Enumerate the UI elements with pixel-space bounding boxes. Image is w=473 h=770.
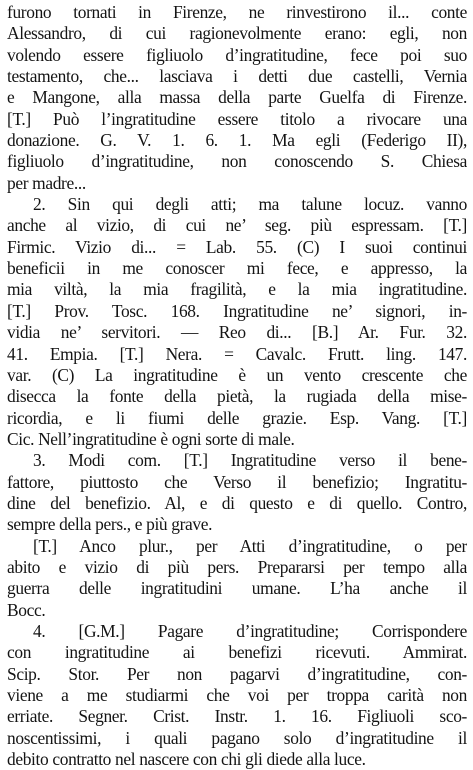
text-line: con ingratitudine ai benefizi ricevuti. Ammirat.: [7, 642, 467, 663]
text-line: guerra delle ingratitudini umane. L’ha anche il: [7, 578, 467, 599]
text-line: sempre della pers., e più grave.: [7, 514, 213, 535]
text-line: donazione. G. V. 1. 6. 1. Ma egli (Federigo II),: [7, 130, 467, 151]
text-line: beneficii in me conoscer mi fece, e appresso, la: [7, 258, 467, 279]
text-line: testamento, che... lasciava i detti due castelli, Vernia: [7, 66, 467, 87]
text-line: var. (C) La ingratitudine è un vento crescente che: [7, 364, 467, 385]
text-line: vidia ne’ servitori. — Reo di... [B.] Ar. Fur. 32.: [7, 322, 467, 343]
text-line: ricordia, e li fiumi delle grazie. Esp. Vang. [T.]: [7, 407, 467, 428]
text-line: mia viltà, la mia fragilità, e la mia ingratitudine.: [7, 279, 467, 300]
text-line: dine del benefizio. Al, e di questo e di quello. Contro,: [7, 492, 467, 513]
text-line: erriate. Segner. Crist. Instr. 1. 16. Figliuoli sco-: [7, 706, 467, 727]
text-line: noscentissimi, i quali pagano solo d’ingratitudine il: [7, 727, 467, 748]
text-line: e Mangone, alla massa della parte Guelfa di Firenze.: [7, 87, 467, 108]
text-line: debito contratto nel nascere con chi gli diede alla luce.: [7, 749, 366, 770]
text-line: 4. [G.M.] Pagare d’ingratitudine; Corrispondere: [33, 620, 467, 641]
text-line: abito e vizio di più pers. Prepararsi per tempo alla: [7, 556, 467, 577]
text-line: anche al vizio, di cui ne’ seg. più espressam. [T.]: [7, 215, 467, 236]
text-line: disecca la fonte della pietà, la rugiada della mise-: [7, 386, 467, 407]
text-line: [T.] Prov. Tosc. 168. Ingratitudine ne’ signori, in-: [7, 300, 467, 321]
text-line: 41. Empia. [T.] Nera. = Cavalc. Frutt. ling. 147.: [7, 343, 467, 364]
text-line: per madre...: [7, 172, 86, 193]
text-line: fattore, piuttosto che Verso il benefizio; Ingratitu-: [7, 471, 467, 492]
text-column: [7, 2, 467, 770]
text-line: 2. Sin qui degli atti; ma talune locuz. vanno: [33, 194, 467, 215]
text-line: Firmic. Vizio di... = Lab. 55. (C) I suoi continui: [7, 236, 467, 257]
text-line: Alessandro, di cui ragionevolmente erano: egli, non: [7, 23, 467, 44]
text-line: volendo essere figliuolo d’ingratitudine, fece poi suo: [7, 44, 467, 65]
text-line: Scip. Stor. Per non pagarvi d’ingratitudine, con-: [7, 663, 467, 684]
text-line: Bocc.: [7, 599, 46, 620]
text-line: [T.] Può l’ingratitudine essere titolo a rivocare una: [7, 108, 467, 129]
text-line: 3. Modi com. [T.] Ingratitudine verso il bene-: [33, 450, 467, 471]
text-line: viene a me studiarmi che voi per troppa carità non: [7, 685, 467, 705]
text-line: [T.] Anco plur., per Atti d’ingratitudine, o per: [33, 535, 467, 556]
text-line: Cic. Nell’ingratitudine è ogni sorte di male.: [7, 428, 295, 449]
text-line: figliuolo d’ingratitudine, non conoscendo S. Chiesa: [7, 151, 467, 172]
text-line: furono tornati in Firenze, ne rinvestirono il... conte: [7, 2, 467, 22]
